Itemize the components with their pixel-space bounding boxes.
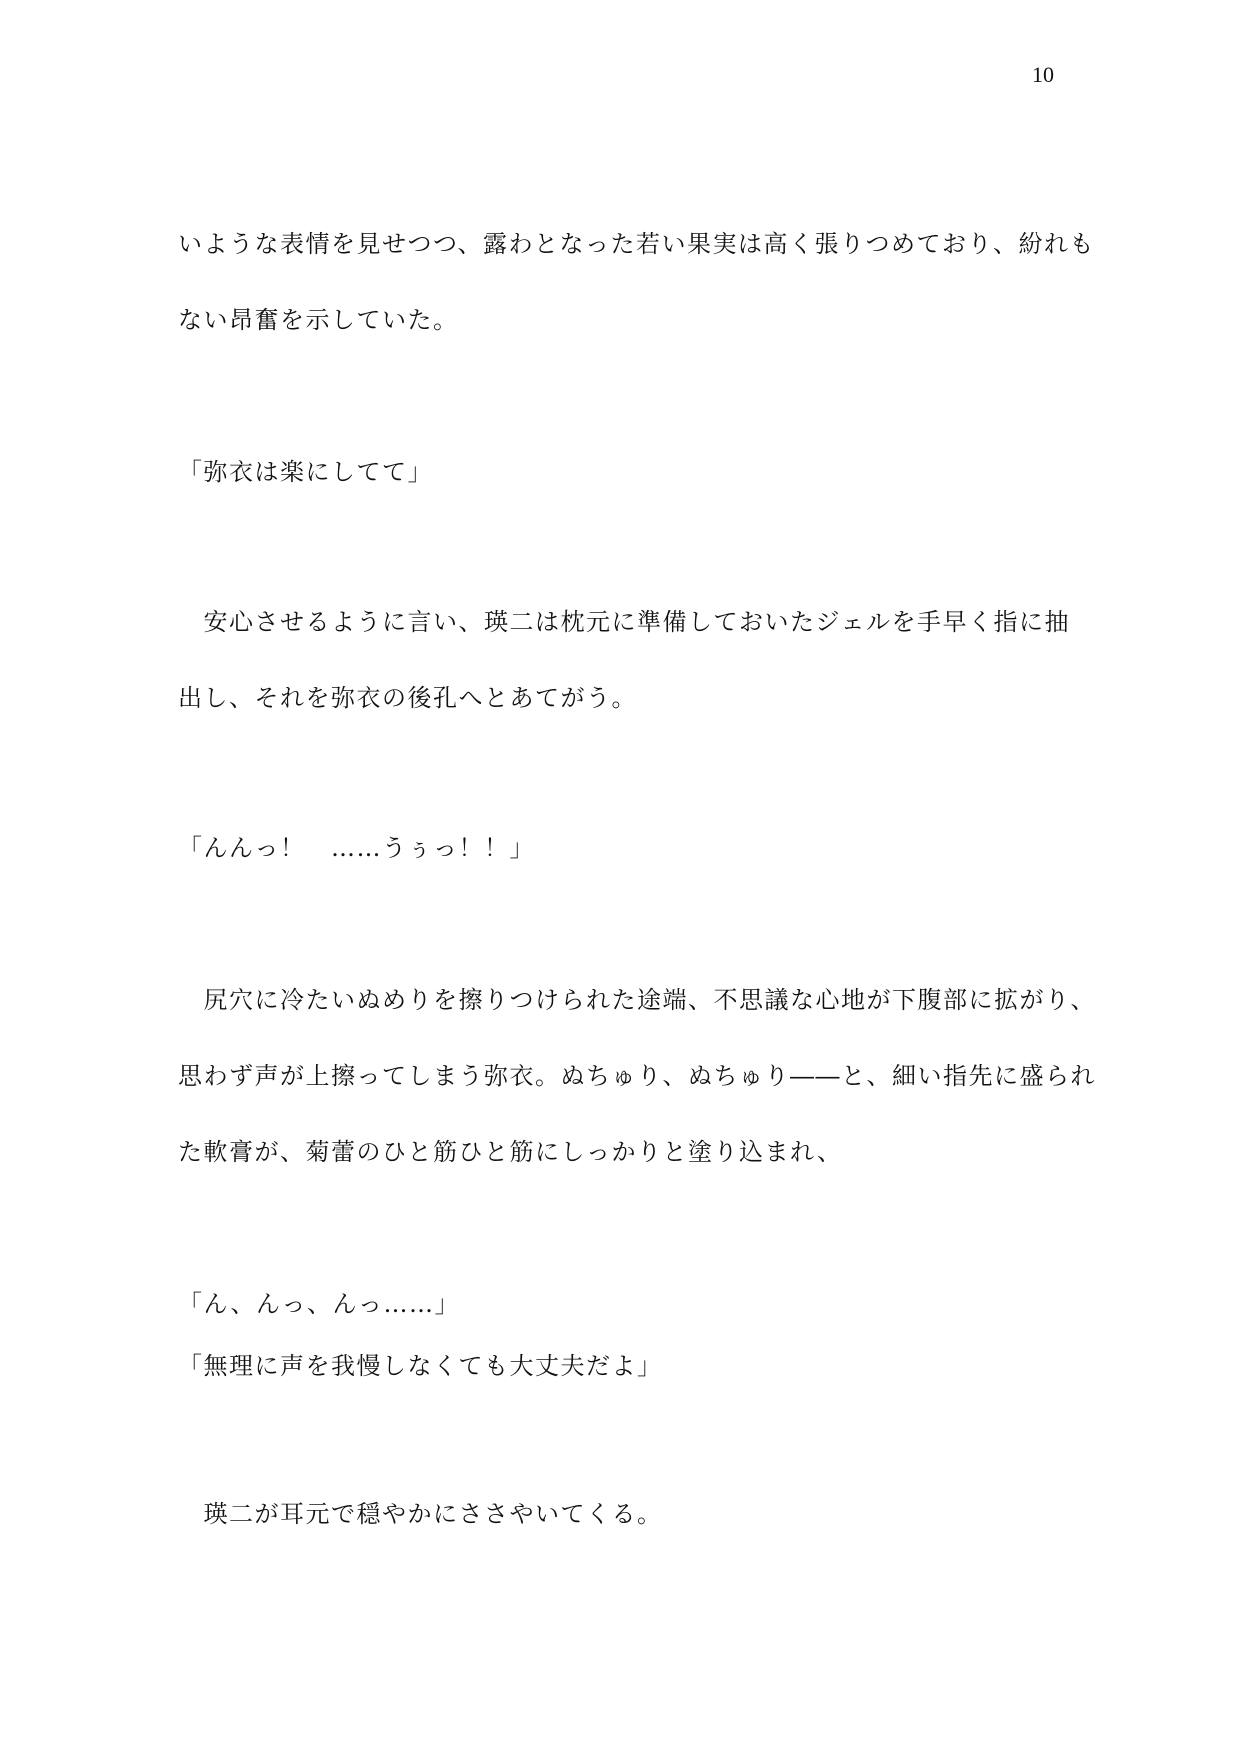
text-line: 「ん、んっ、んっ……」 — [178, 1290, 460, 1318]
text-line: ない昂奮を示していた。 — [178, 306, 459, 334]
page-number: 10 — [1032, 62, 1054, 87]
text-line: 瑛二が耳元で穏やかにささやいてくる。 — [178, 1500, 663, 1528]
text-line: 安心させるように言い、瑛二は枕元に準備しておいたジェルを手早く指に抽 — [178, 608, 1071, 636]
text-line: 「弥衣は楽にしてて」 — [178, 458, 433, 486]
text-line: 思わず声が上擦ってしまう弥衣。ぬちゅり、ぬちゅり――と、細い指先に盛られ — [178, 1062, 1096, 1090]
text-line: 「んんっ！ ……うぅっ！！」 — [178, 834, 535, 862]
text-line: た軟膏が、菊蕾のひと筋ひと筋にしっかりと塗り込まれ、 — [178, 1138, 843, 1166]
text-line: 尻穴に冷たいぬめりを擦りつけられた途端、不思議な心地が下腹部に拡がり、 — [178, 986, 1096, 1014]
text-line: 出し、それを弥衣の後孔へとあてがう。 — [178, 684, 637, 712]
text-line: いような表情を見せつつ、露わとなった若い果実は高く張りつめており、紛れも — [178, 230, 1096, 258]
text-line: 「無理に声を我慢しなくても大丈夫だよ」 — [178, 1352, 663, 1380]
